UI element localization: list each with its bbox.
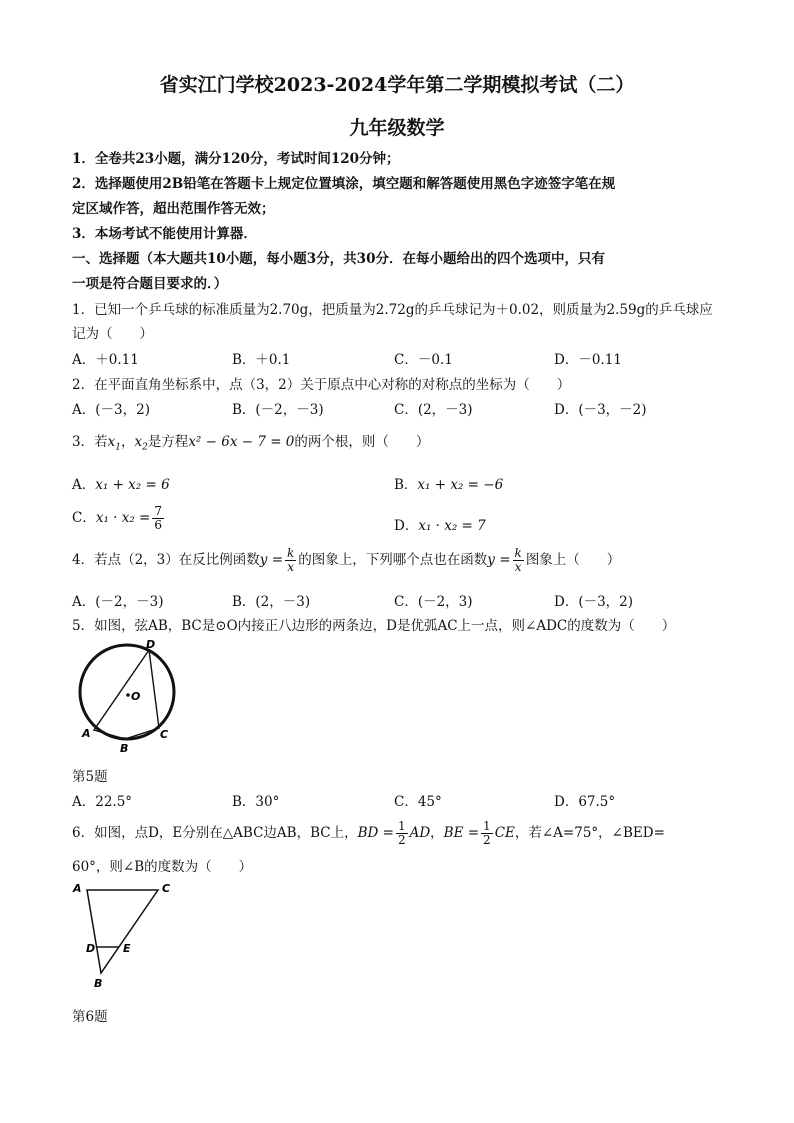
q6-stem-1: 6．如图，点D，E分别在△ABC边AB，BC上，BD = $\frac{1}{2}$ AD，BE = $\frac{1}{2}$ CE，若∠A=75°，∠BED= — [72, 819, 665, 847]
q3-var-x2: $x_2$ — [134, 434, 148, 453]
q6-label-c: C — [162, 882, 171, 895]
q5-label-d: D — [146, 638, 156, 651]
note-1: 1．全卷共23小题，满分120分，考试时间120分钟； — [72, 151, 400, 167]
q4-option-b: B．(2，－3) — [232, 594, 311, 610]
q2-option-b: B．(－2，－3) — [232, 402, 324, 418]
q1-option-d: D．－0.11 — [554, 352, 622, 368]
q2-option-d: D．(－3，－2) — [554, 402, 647, 418]
q2-option-a: A．(－3，2) — [72, 402, 150, 418]
q4-fraction-1: $\frac{k}{x}$ — [287, 546, 295, 574]
q5-stem: 5．如图，弦AB，BC是⊙O内接正八边形的两条边，D是优弧AC上一点，则∠ADC的度数为（ ） — [72, 618, 676, 634]
q3-equation: x² − 6x − 7 = 0 — [188, 434, 295, 450]
q1-option-a: A．＋0.11 — [72, 352, 139, 368]
q6-stem-2: 60°，则∠B的度数为（ ） — [72, 859, 253, 875]
exam-subtitle: 九年级数学 — [349, 117, 445, 139]
q1-option-b: B．＋0.1 — [232, 352, 291, 368]
q4-option-a: A．(－2，－3) — [72, 594, 164, 610]
q5-option-a: A．22.5° — [72, 794, 133, 810]
note-2: 2．选择题使用2B铅笔在答题卡上规定位置填涂，填空题和解答题使用黑色字迹签字笔在规 — [72, 176, 616, 192]
q3-option-a: A．x₁ + x₂ = 6 — [72, 477, 170, 493]
q4-option-c: C．(－2，3) — [394, 594, 473, 610]
q6-label-a: A — [73, 882, 82, 895]
note-2-cont: 定区域作答，超出范围作答无效； — [72, 201, 275, 217]
q5-circle — [80, 645, 174, 739]
q3-option-d: D．x₁ · x₂ = 7 — [394, 518, 486, 534]
q5-label-b: B — [120, 742, 129, 755]
section-heading-2: 一项是符合题目要求的．） — [72, 276, 228, 292]
q1-stem-1: 1．已知一个乒乓球的标准质量为2.70g，把质量为2.72g的乒乓球记为＋0.02，则质量为2.59g的乒乓球应 — [72, 302, 713, 318]
q3-var-x1: $x_1$ — [107, 434, 121, 453]
q2-stem: 2．在平面直角坐标系中，点（3，2）关于原点中心对称的对称点的坐标为（ ） — [72, 377, 571, 393]
q3-option-b: B．x₁ + x₂ = −6 — [394, 477, 504, 493]
q6-label-d: D — [86, 942, 96, 955]
q5-option-d: D．67.5° — [554, 794, 616, 810]
q4-stem: 4．若点（2，3）在反比例函数y = $\frac{k}{x}$ 的图象上，下列哪个点也在函数y = $\frac{k}{x}$ 图象上（ ） — [72, 546, 621, 574]
q3-option-c: C．x₁ · x₂ = $\frac{7}{6}$ — [72, 504, 163, 532]
q6-label-b: B — [94, 977, 103, 990]
note-3: 3．本场考试不能使用计算器． — [72, 226, 257, 242]
q5-center-dot — [126, 693, 130, 697]
q5-option-c: C．45° — [394, 794, 442, 810]
q5-caption: 第5题 — [72, 769, 108, 785]
q4-fraction-2: $\frac{k}{x}$ — [514, 546, 522, 574]
q1-stem-2: 记为（ ） — [72, 326, 153, 342]
q5-label-o: O — [131, 690, 141, 703]
q6-triangle — [87, 890, 158, 973]
q2-option-c: C．(2，－3) — [394, 402, 473, 418]
exam-title: 省实江门学校2023-2024学年第二学期模拟考试（二） — [159, 74, 635, 96]
q6-label-e: E — [123, 942, 131, 955]
q6-fraction-1: $\frac{1}{2}$ — [397, 819, 406, 847]
q3-stem: 3．若$x_1$，$x_2$是方程x² − 6x − 7 = 0的两个根，则（ ） — [72, 434, 430, 453]
q1-option-c: C．－0.1 — [394, 352, 453, 368]
q6-caption: 第6题 — [72, 1009, 108, 1025]
q3-fraction: $\frac{7}{6}$ — [154, 504, 163, 532]
q5-label-a: A — [82, 727, 91, 740]
q5-label-c: C — [160, 728, 169, 741]
q4-option-d: D．(－3，2) — [554, 594, 634, 610]
section-heading-1: 一、选择题（本大题共10小题，每小题3分，共30分．在每小题给出的四个选项中，只有 — [72, 251, 605, 267]
q5-option-b: B．30° — [232, 794, 280, 810]
q5-circle-figure — [70, 640, 190, 755]
q6-triangle-figure — [70, 880, 190, 995]
q6-fraction-2: $\frac{1}{2}$ — [483, 819, 491, 847]
